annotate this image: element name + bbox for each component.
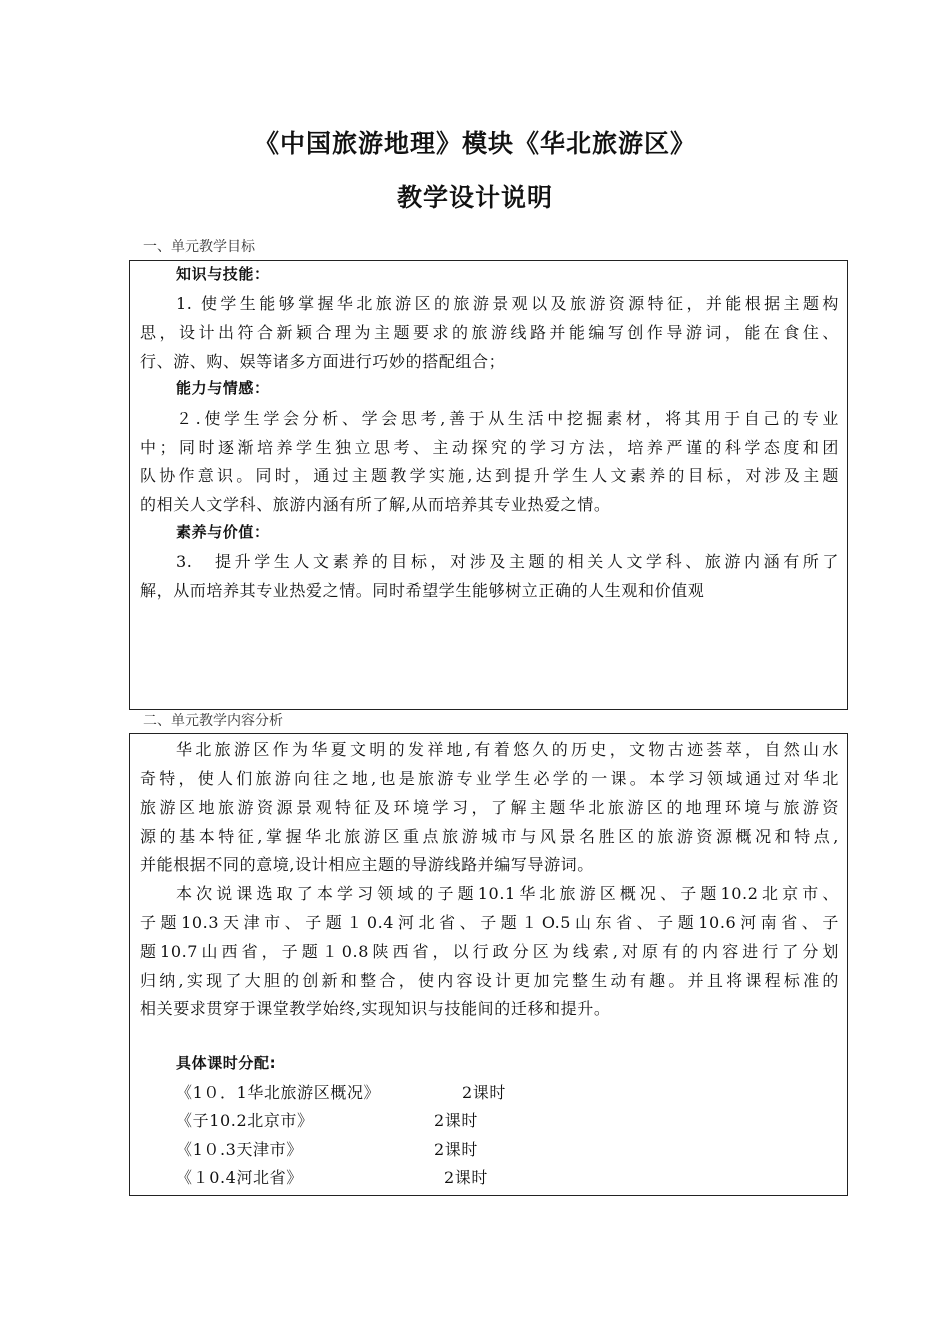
schedule-topic: 《子10.2北京市》	[176, 1111, 314, 1130]
schedule-hours: 2课时	[462, 1083, 506, 1102]
schedule-topic: 《１0.4河北省》	[176, 1168, 303, 1187]
teaching-objectives-box	[129, 260, 848, 710]
schedule-topic: 《1０．1华北旅游区概况》	[176, 1083, 381, 1102]
objective-3-line: 解，从而培养其专业热爱之情。同时希望学生能够树立正确的人生观和价值观	[140, 581, 705, 600]
knowledge-skills-heading: 知识与技能：	[176, 265, 270, 283]
schedule-heading: 具体课时分配:	[176, 1054, 277, 1072]
schedule-hours: 2课时	[434, 1111, 478, 1130]
literacy-value-heading: 素养与价值：	[176, 523, 270, 541]
analysis-paragraph-line: 奇特，使人们旅游向往之地,也是旅游专业学生必学的一课。本学习领域通过对华北	[140, 769, 839, 788]
document-title: 《中国旅游地理》模块《华北旅游区》	[253, 129, 696, 158]
selection-paragraph-line: 本次说课选取了本学习领域的子题10.1华北旅游区概况、子题10.2北京市、	[176, 884, 839, 903]
selection-paragraph-line: 相关要求贯穿于课堂教学始终,实现知识与技能间的迁移和提升。	[140, 999, 611, 1018]
document-subtitle: 教学设计说明	[396, 183, 553, 212]
objective-2-line: 中；同时逐渐培养学生独立思考、主动探究的学习方法，培养严谨的科学态度和团	[140, 438, 839, 457]
content-analysis-box	[129, 733, 848, 1196]
analysis-paragraph-line: 源的基本特征,掌握华北旅游区重点旅游城市与风景名胜区的旅游资源概况和特点,	[140, 827, 839, 846]
objective-2-line: ２.使学生学会分析、学会思考,善于从生活中挖掘素材，将其用于自己的专业	[176, 409, 839, 428]
analysis-paragraph-line: 旅游区地旅游资源景观特征及环境学习，了解主题华北旅游区的地理环境与旅游资	[140, 798, 839, 817]
objective-1-line: 行、游、购、娱等诸多方面进行巧妙的搭配组合；	[140, 352, 506, 371]
schedule-hours: 2课时	[434, 1140, 478, 1159]
selection-paragraph-line: 子题10.3天津市、子题１0.4河北省、子题１O.5山东省、子题10.6河南省、子	[140, 913, 839, 932]
section-1-label: 一、单元教学目标	[143, 239, 255, 255]
ability-emotion-heading: 能力与情感：	[176, 379, 270, 397]
objective-3-line: 3. 提升学生人文素养的目标，对涉及主题的相关人文学科、旅游内涵有所了	[176, 552, 839, 571]
selection-paragraph-line: 题10.7山西省，子题１0.8陕西省，以行政分区为线索,对原有的内容进行了分划	[140, 942, 839, 961]
analysis-paragraph-line: 并能根据不同的意境,设计相应主题的导游线路并编写导游词。	[140, 855, 594, 874]
selection-paragraph-line: 归纳,实现了大胆的创新和整合，使内容设计更加完整生动有趣。并且将课程标准的	[140, 971, 839, 990]
objective-1-line: 1. 使学生能够掌握华北旅游区的旅游景观以及旅游资源特征，并能根据主题构	[176, 294, 839, 313]
objective-2-line: 的相关人文学科、旅游内涵有所了解,从而培养其专业热爱之情。	[140, 495, 611, 514]
schedule-topic: 《1０.3天津市》	[176, 1140, 303, 1159]
objective-1-line: 思，设计出符合新颖合理为主题要求的旅游线路并能编写创作导游词，能在食住、	[140, 323, 839, 342]
objective-2-line: 队协作意识。同时，通过主题教学实施,达到提升学生人文素养的目标，对涉及主题	[140, 466, 839, 485]
schedule-hours: 2课时	[444, 1168, 488, 1187]
section-2-label: 二、单元教学内容分析	[143, 713, 283, 729]
analysis-paragraph-line: 华北旅游区作为华夏文明的发祥地,有着悠久的历史，文物古迹荟萃，自然山水	[176, 740, 839, 759]
